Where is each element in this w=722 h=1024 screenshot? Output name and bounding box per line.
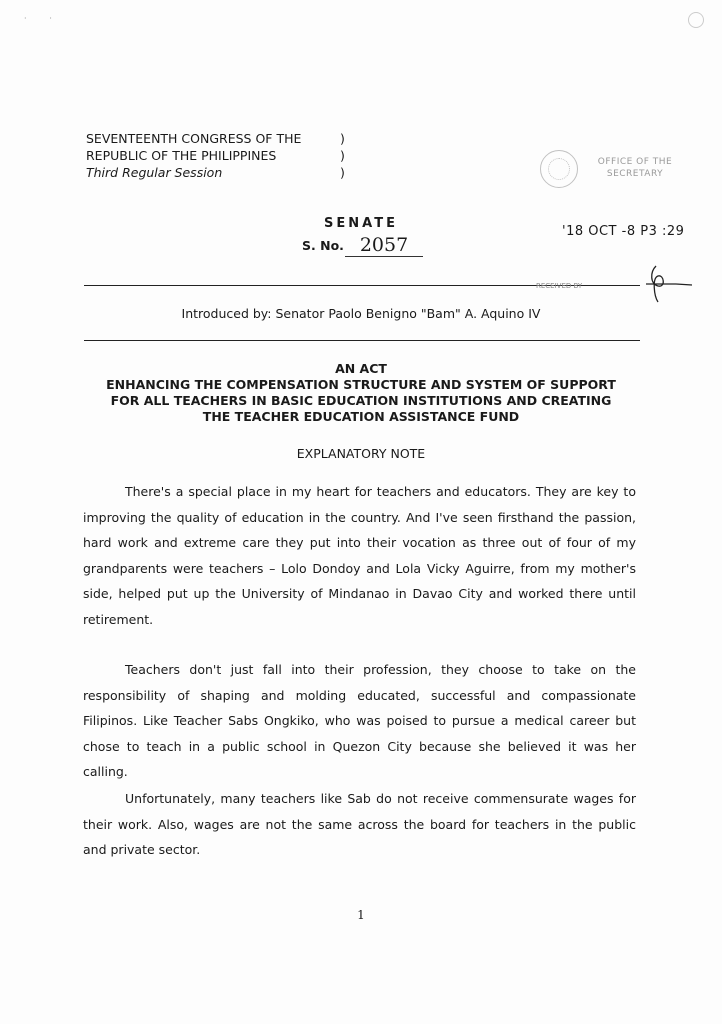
paragraph-1: There's a special place in my heart for teachers and educators. They are key to improving the quality of education in the country. And I've seen firsthand the passion, hard work and extreme care they put into their vocation as three out of four of my grandparents were teachers – Lolo Dondoy and Lola Vicky Aguirre, from my mother's side, helped put up the University of Mindanao in Davao City and worked there until retirement. [83, 484, 636, 627]
received-timestamp: '18 OCT -8 P3 :29 [562, 224, 685, 239]
congress-heading [86, 130, 301, 181]
signature-icon [636, 262, 696, 306]
senate-seal-icon [540, 150, 578, 188]
received-by-label: RECEIVED BY [536, 282, 583, 290]
introduced-by: Introduced by: Senator Paolo Benigno "Bam" A. Aquino IV [181, 306, 541, 321]
bill-number: 2057 [345, 234, 423, 257]
heading-line-2: REPUBLIC OF THE PHILIPPINES [86, 148, 277, 163]
paragraph-2: Teachers don't just fall into their profession, they choose to take on the responsibility of shaping and molding educated, successful and compassionate Filipinos. Like Teacher Sabs Ongkiko, who was poised to pursue a medical career but chose to teach in a public school in Quezon City because she believed it was her calling. [83, 662, 636, 779]
act-line-1: AN ACT [335, 361, 387, 376]
act-title [60, 361, 662, 425]
act-line-4: THE TEACHER EDUCATION ASSISTANCE FUND [202, 409, 520, 424]
act-line-3: FOR ALL TEACHERS IN BASIC EDUCATION INSTITUTIONS AND CREATING [110, 393, 612, 408]
page-number: 1 [357, 908, 365, 922]
paragraph-3: Unfortunately, many teachers like Sab do not receive commensurate wages for their work. Also, wages are not the same across the board for teachers in the public and private sector. [83, 791, 636, 857]
chamber-title: SENATE [324, 216, 398, 231]
scan-specks: · · [24, 14, 52, 23]
heading-session: Third Regular Session [86, 165, 223, 180]
heading-line-1: SEVENTEENTH CONGRESS OF THE [86, 131, 302, 146]
section-title: EXPLANATORY NOTE [296, 446, 426, 461]
heading-brackets: ) ) ) [340, 131, 345, 180]
bill-number-label: S. No. [302, 238, 344, 253]
office-stamp: OFFICE OF THE SECRETARY [597, 157, 673, 179]
act-line-2: ENHANCING THE COMPENSATION STRUCTURE AND SYSTEM OF SUPPORT [106, 377, 616, 392]
divider-bottom [84, 340, 640, 341]
scan-mark [688, 12, 704, 28]
